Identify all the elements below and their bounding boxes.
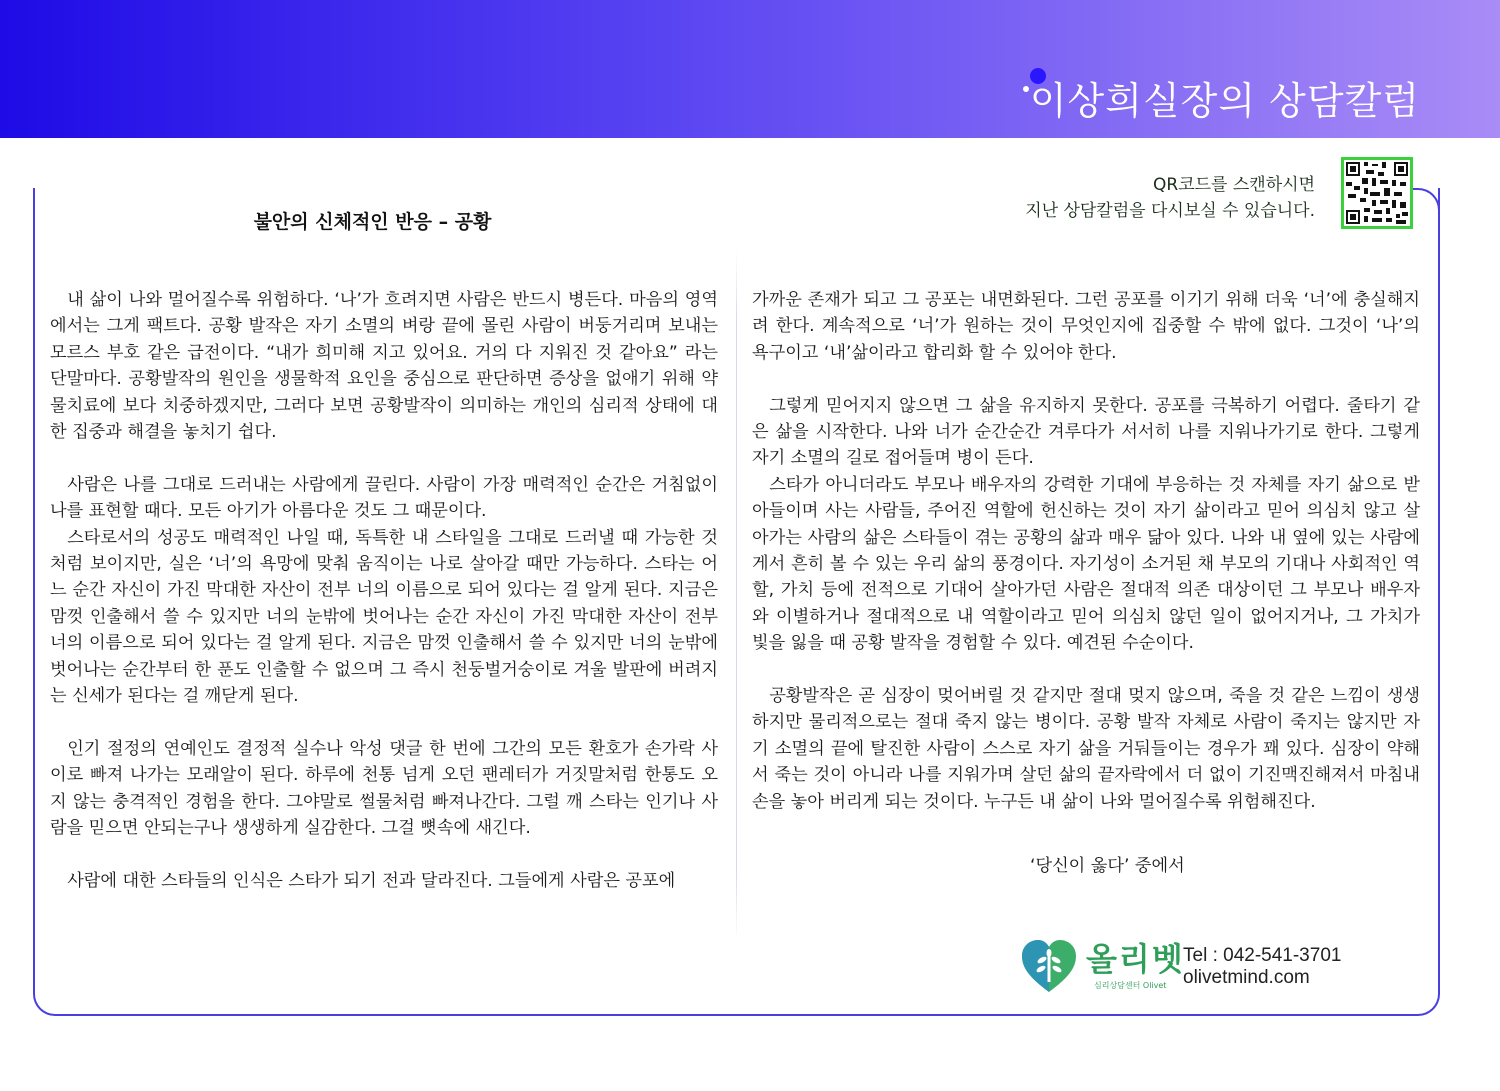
paragraph: 가까운 존재가 되고 그 공포는 내면화된다. 그런 공포를 이기기 위해 더욱 ‘너’에 충실해지려 한다. 계속적으로 ‘너’가 원하는 것이 무엇인지에 집중할 수 밖에 없다. 그것이 ‘나’의 욕구이고 ‘내’삶이라고 합리화 할 수 있어야 한다. [752, 290, 1420, 363]
article-title: 불안의 신체적인 반응 – 공황 [253, 211, 492, 233]
qr-code-icon[interactable] [1341, 157, 1413, 229]
logo-subtitle: 심리상담센터 Olivet [1094, 981, 1167, 990]
logo-wordmark: 올리벳 [1086, 940, 1185, 978]
article-left-column [50, 287, 718, 894]
paragraph: 그렇게 믿어지지 않으면 그 삶을 유지하지 못한다. 공포를 극복하기 어렵다. 줄타기 같은 삶을 시작한다. 나와 너가 순간순간 겨루다가 서서히 나를 지워나가기로 한다. 그렇게 자기 소멸의 길로 접어들며 병이 든다. [752, 395, 1420, 469]
header-banner [0, 0, 1500, 138]
paragraph: 인기 절정의 연예인도 결정적 실수나 악성 댓글 한 번에 그간의 모든 환호가 손가락 사이로 빠져 나가는 모래알이 된다. 하루에 천통 넘게 오던 팬레터가 거짓말처럼 한통도 오지 않는 충격적인 경험을 한다. 그야말로 썰물처럼 빠져나간다. 그럴 깨 스타는 인기나 사람을 믿으면 안되는구나 생생하게 실감한다. 그걸 뼛속에 새긴다. [50, 738, 718, 839]
qr-caption [1025, 172, 1315, 224]
paragraph: 사람은 나를 그대로 드러내는 사람에게 끌린다. 사람이 가장 매력적인 순간은 거침없이 나를 표현할 때다. 모든 아기가 아름다운 것도 그 때문이다. [50, 474, 718, 522]
paragraph: 스타가 아니더라도 부모나 배우자의 강력한 기대에 부응하는 것 자체를 자기 삶으로 받아들이며 사는 사람들, 주어진 역할에 헌신하는 것이 자기 삶이라고 믿어 의심치 않고 살아가는 사람의 삶은 스타들이 겪는 공황의 삶과 매우 닮아 있다. 나와 내 옆에 있는 사람에게서 흔히 볼 수 있는 우리 삶의 풍경이다. 자기성이 소거된 채 부모의 기대나 사회적인 역할, 가치 등에 전적으로 기대어 살아가던 사람은 절대적 의존 대상이던 그 부모나 배우자와 이별하거나 절대적으로 내 역할이라고 믿어 의심치 않던 일이 없어지거나, 그 가치가 빛을 잃을 때 공황 발작을 경험할 수 있다. 예견된 수순이다. [752, 474, 1420, 654]
paragraph: 사람에 대한 스타들의 인식은 스타가 되기 전과 달라진다. 그들에게 사람은 공포에 [67, 870, 676, 891]
phone-number: Tel : 042-541-3701 [1183, 945, 1342, 966]
olive-heart-logo-icon [1020, 938, 1078, 994]
column-series-title: 이상희실장의 상담칼럼 [1029, 79, 1420, 123]
column-divider [736, 250, 737, 940]
paragraph: 공황발작은 곧 심장이 멎어버릴 것 같지만 절대 멎지 않으며, 죽을 것 같은 느낌이 생생하지만 물리적으로는 절대 죽지 않는 병이다. 공황 발작 자체로 사람이 죽지는 않지만 자기 소멸의 끝에 탈진한 사람이 스스로 자기 삶을 거둬들이는 경우가 꽤 있다. 심장이 약해서 죽는 것이 아니라 나를 지워가며 살던 삶의 끝자락에서 더 없이 기진맥진해져서 마침내 손을 놓아 버리게 되는 것이다. 누구든 내 삶이 나와 멀어질수록 위험해진다. [752, 686, 1420, 812]
qr-caption-line2: 지난 상담칼럼을 다시보실 수 있습니다. [1025, 201, 1315, 221]
paragraph: 스타로서의 성공도 매력적인 나일 때, 독특한 내 스타일을 그대로 드러낼 때 가능한 것처럼 보이지만, 실은 ‘너’의 욕망에 맞춰 움직이는 나로 살아갈 때만 가능하다. 스타는 어느 순간 자신이 가진 막대한 자산이 전부 너의 이름으로 되어 있다는 걸 알게 된다. 지금은 맘껏 인출해서 쓸 수 있지만 너의 눈밖에 벗어나는 순간 자신이 가진 막대한 자산이 전부 너의 이름으로 되어 있다는 걸 알게 된다. 지금은 맘껏 인출해서 쓸 수 있지만 너의 눈밖에 벗어나는 순간부터 한 푼도 인출할 수 없으며 그 즉시 천둥벌거숭이로 겨울 발판에 버려지는 신세가 된다는 걸 깨닫게 된다. [50, 527, 718, 707]
source-citation: ‘당신이 옳다’ 중에서 [1030, 856, 1185, 876]
qr-caption-line1: QR코드를 스캔하시면 [1153, 175, 1315, 195]
bullet-small-dot-icon [1023, 86, 1029, 92]
website-link[interactable]: olivetmind.com [1183, 967, 1310, 988]
paragraph: 내 삶이 나와 멀어질수록 위험하다. ‘나’가 흐려지면 사람은 반드시 병든다. 마음의 영역에서는 그게 팩트다. 공황 발작은 자기 소멸의 벼랑 끝에 몰린 사람이 버둥거리며 보내는 모르스 부호 같은 급전이다. “내가 희미해 지고 있어요. 거의 다 지워진 것 같아요” 라는 단말마다. 공황발작의 원인을 생물학적 요인을 중심으로 판단하면 증상을 없애기 위해 약물치료에 보다 치중하겠지만, 그러다 보면 공황발작이 의미하는 개인의 심리적 상태에 대한 집중과 해결을 놓치기 쉽다. [50, 290, 718, 443]
article-right-column [752, 287, 1420, 815]
contact-info [1183, 945, 1341, 989]
